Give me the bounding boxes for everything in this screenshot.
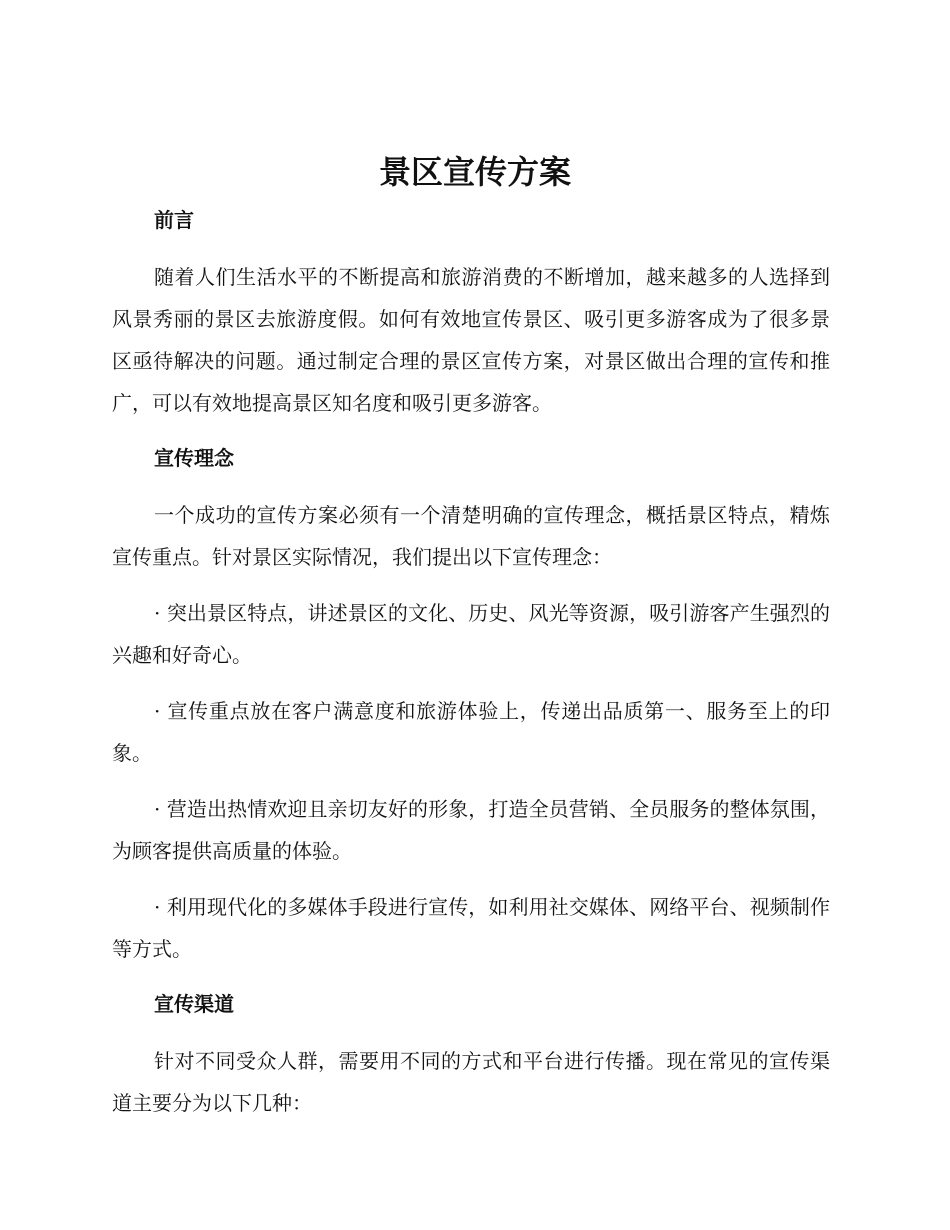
paragraph: 随着人们生活水平的不断提高和旅游消费的不断增加，越来越多的人选择到风景秀丽的景区去旅游度假。如何有效地宣传景区、吸引更多游客成为了很多景区亟待解决的问题。通过制定合理的景区宣传方案，对景区做出合理的宣传和推广，可以有效地提高景区知名度和吸引更多游客。 — [112, 265, 830, 415]
bullet-item: · 利用现代化的多媒体手段进行宣传，如利用社交媒体、网络平台、视频制作等方式。 — [112, 895, 830, 961]
paragraph: 针对不同受众人群，需要用不同的方式和平台进行传播。现在常见的宣传渠道主要分为以下几种： — [112, 1049, 830, 1115]
document-title: 景区宣传方案 — [378, 153, 571, 191]
bullet-item: · 宣传重点放在客户满意度和旅游体验上，传递出品质第一、服务至上的印象。 — [112, 699, 830, 765]
document-body — [112, 198, 830, 1124]
section-heading-preface: 前言 — [154, 208, 194, 232]
bullet-item: · 营造出热情欢迎且亲切友好的形象，打造全员营销、全员服务的整体氛围，为顾客提供高质量的体验。 — [112, 797, 830, 863]
bullet-item: · 突出景区特点，讲述景区的文化、历史、风光等资源，吸引游客产生强烈的兴趣和好奇心。 — [112, 601, 830, 667]
section-heading-concept: 宣传理念 — [154, 446, 234, 470]
section-heading-channels: 宣传渠道 — [154, 992, 234, 1016]
paragraph: 一个成功的宣传方案必须有一个清楚明确的宣传理念，概括景区特点，精炼宣传重点。针对景区实际情况，我们提出以下宣传理念： — [112, 503, 830, 569]
